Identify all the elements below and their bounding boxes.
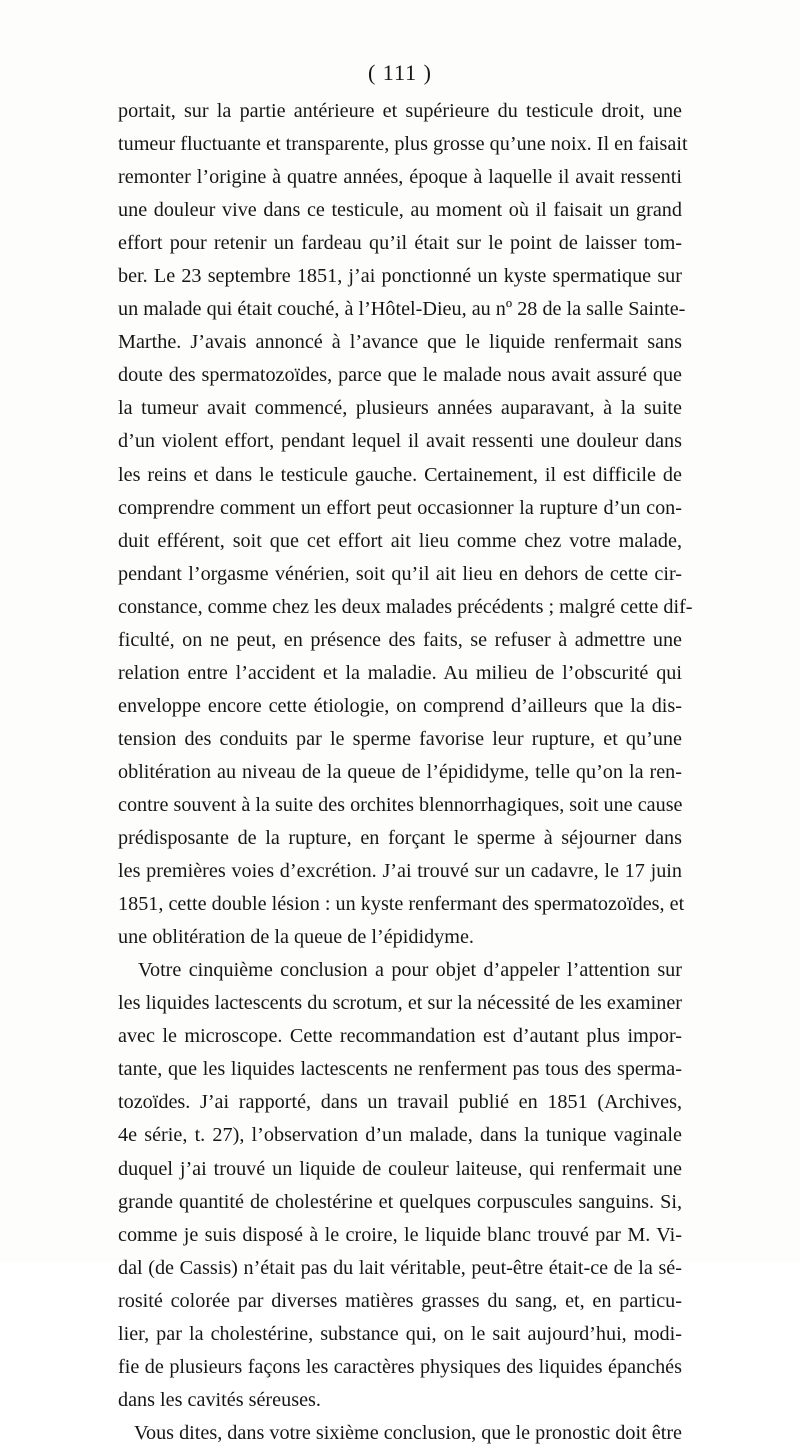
text-line: grande quantité de cholestérine et quelques corpuscules sanguins. Si,	[118, 1190, 682, 1213]
text-line: 4e série, t. 27), l’observation d’un malade, dans la tunique vaginale	[118, 1124, 682, 1147]
text-line: les reins et dans le testicule gauche. Certainement, il est difficile de	[118, 463, 682, 486]
paragraph-end-line: une oblitération de la queue de l’épididyme.	[118, 926, 474, 949]
text-line: les premières voies d’excrétion. J’ai trouvé sur un cadavre, le 17 juin	[118, 860, 682, 883]
text-line: contre souvent à la suite des orchites blennorrhagiques, soit une cause	[118, 793, 683, 816]
text-line: tozoïdes. J’ai rapporté, dans un travail publié en 1851 (Archives,	[118, 1091, 682, 1114]
text-line: duquel j’ai trouvé un liquide de couleur laiteuse, qui renfermait une	[118, 1157, 682, 1180]
text-line: Marthe. J’avais annoncé à l’avance que le liquide renfermait sans	[118, 331, 682, 354]
text-line: rosité colorée par diverses matières grasses du sang, et, en particu-	[118, 1289, 682, 1312]
text-line: comprendre comment un effort peut occasionner la rupture d’un con-	[118, 496, 682, 519]
text-line: dal (de Cassis) n’était pas du lait véritable, peut-être était-ce de la sé-	[118, 1256, 682, 1279]
text-line: effort pour retenir un fardeau qu’il était sur le point de laisser tom-	[118, 232, 682, 255]
paragraph-start-line: Votre cinquième conclusion a pour objet d’appeler l’attention sur	[138, 959, 682, 982]
text-line: tante, que les liquides lactescents ne renferment pas tous des sperma-	[118, 1058, 682, 1081]
text-line: d’un violent effort, pendant lequel il avait ressenti une douleur dans	[118, 430, 682, 453]
text-line: ficulté, on ne peut, en présence des faits, se refuser à admettre une	[118, 628, 682, 651]
text-line: la tumeur avait commencé, plusieurs années auparavant, à la suite	[118, 397, 682, 420]
paragraph-end-line: dans les cavités séreuses.	[118, 1388, 321, 1411]
text-line: prédisposante de la rupture, en forçant le sperme à séjourner dans	[118, 827, 682, 850]
text-line: constance, comme chez les deux malades précédents ; malgré cette dif-	[118, 595, 693, 618]
text-line: une douleur vive dans ce testicule, au moment où il faisait un grand	[118, 199, 682, 222]
body-text	[118, 95, 693, 1450]
text-line: remonter l’origine à quatre années, époque à laquelle il avait ressenti	[118, 166, 682, 189]
text-line: oblitération au niveau de la queue de l’épididyme, telle qu’on la ren-	[118, 760, 682, 783]
text-line: 1851, cette double lésion : un kyste renfermant des spermatozoïdes, et	[118, 893, 685, 916]
text-line: les liquides lactescents du scrotum, et sur la nécessité de les examiner	[118, 992, 682, 1015]
text-line: un malade qui était couché, à l’Hôtel-Dieu, au nº 28 de la salle Sainte-	[118, 298, 686, 321]
text-line: relation entre l’accident et la maladie. Au milieu de l’obscurité qui	[118, 661, 682, 684]
text-line: duit efférent, soit que cet effort ait lieu comme chez votre malade,	[118, 529, 682, 552]
page-number: ( 111 )	[367, 60, 433, 85]
text-line: enveloppe encore cette étiologie, on comprend d’ailleurs que la dis-	[118, 694, 682, 717]
text-line: fie de plusieurs façons les caractères physiques des liquides épanchés	[118, 1355, 682, 1378]
paragraph-start-line: Vous dites, dans votre sixième conclusion, que le pronostic doit être	[134, 1421, 682, 1444]
text-line: doute des spermatozoïdes, parce que le malade nous avait assuré que	[118, 364, 682, 387]
text-line: tension des conduits par le sperme favorise leur rupture, et qu’une	[118, 727, 682, 750]
text-line: ber. Le 23 septembre 1851, j’ai ponctionné un kyste spermatique sur	[118, 265, 682, 288]
text-line: comme je suis disposé à le croire, le liquide blanc trouvé par M. Vi-	[118, 1223, 682, 1246]
text-line: pendant l’orgasme vénérien, soit qu’il ait lieu en dehors de cette cir-	[118, 562, 682, 585]
text-line: tumeur fluctuante et transparente, plus grosse qu’une noix. Il en faisait	[118, 133, 688, 156]
text-line: avec le microscope. Cette recommandation est d’autant plus impor-	[118, 1025, 682, 1048]
text-line: portait, sur la partie antérieure et supérieure du testicule droit, une	[118, 100, 682, 122]
text-line: lier, par la cholestérine, substance qui, on le sait aujourd’hui, modi-	[118, 1322, 682, 1345]
